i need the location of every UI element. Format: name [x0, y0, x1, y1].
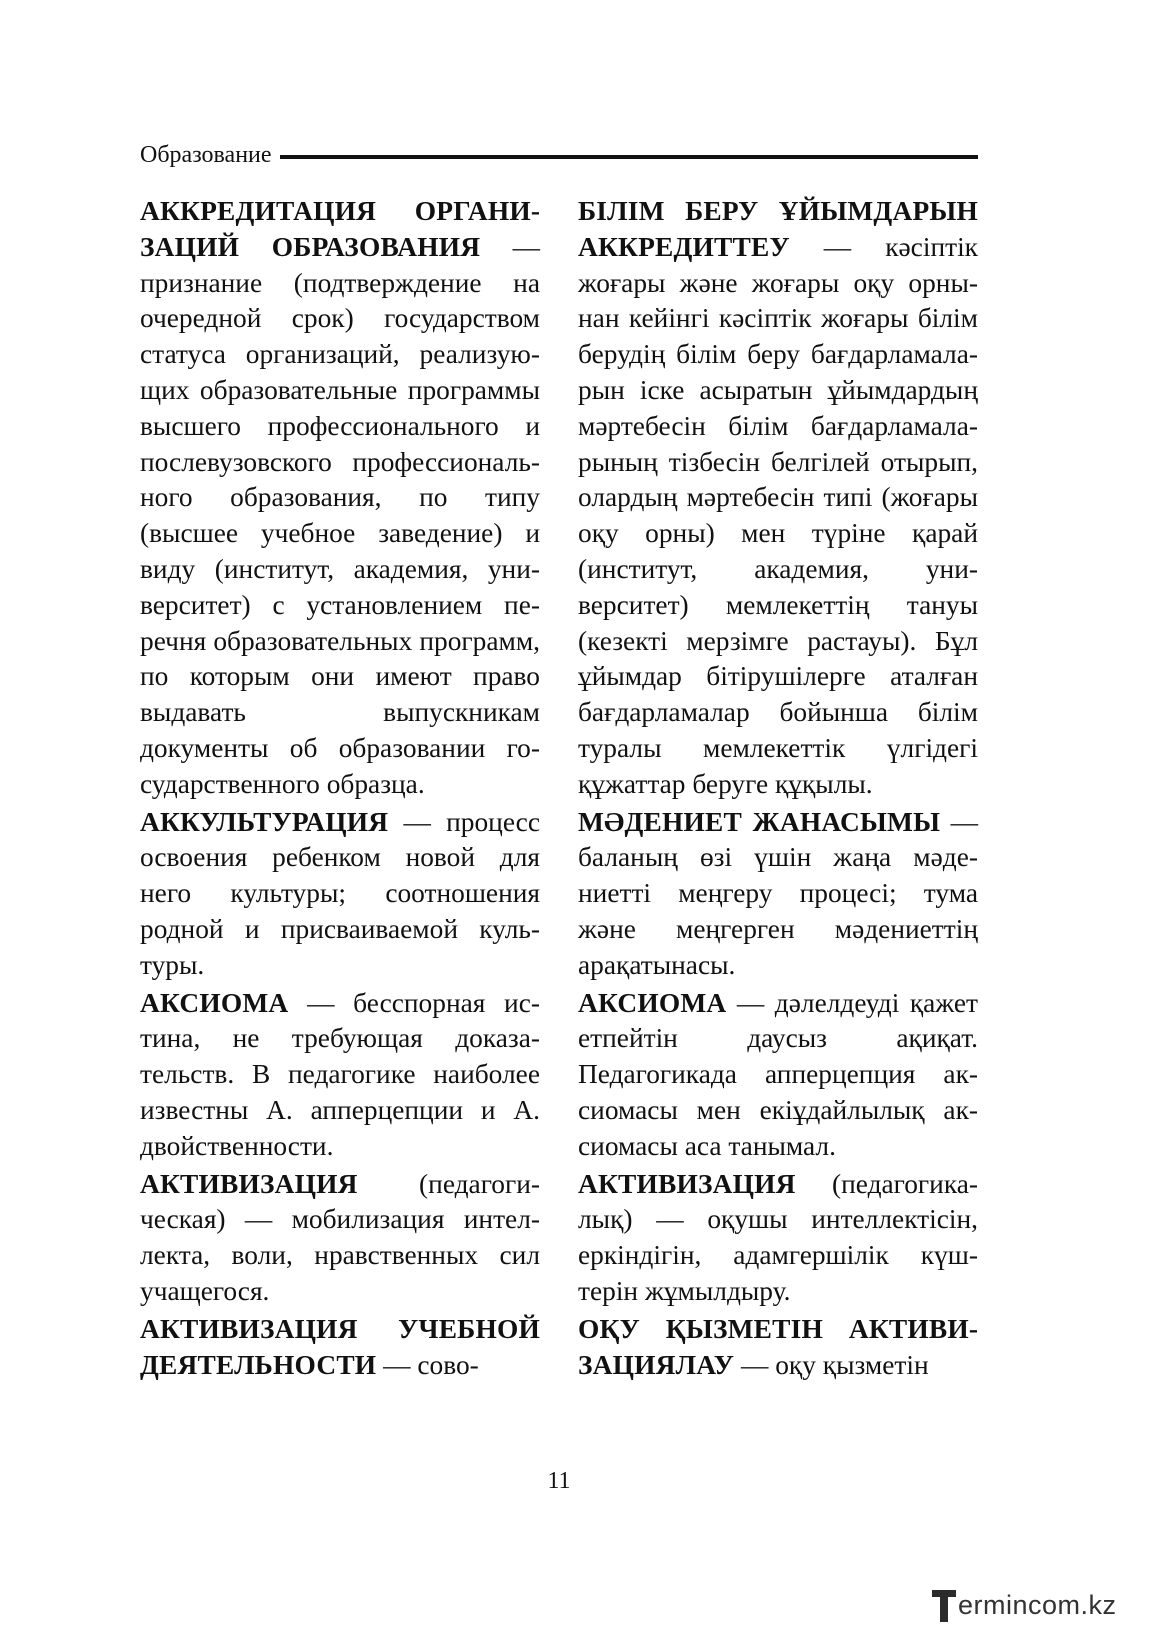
dictionary-entry	[578, 194, 978, 803]
entry-term: ОҚУ ҚЫЗМЕТІН АКТИВИЗАЦИЯЛАУ	[578, 1313, 978, 1380]
entry-term: АККУЛЬТУРАЦИЯ	[140, 806, 389, 837]
entry-definition: (педагогическая) — мобилизация интеллекта, воли, нравственных сил учащегося.	[140, 1168, 540, 1306]
dictionary-entry	[578, 1167, 978, 1310]
entry-definition: — дәлелдеуді қажет етпейтін даусыз ақиқат. Педагогикада апперцепция аксиомасы мен екіұдайлылық аксиомасы аса танымал.	[578, 987, 978, 1161]
entry-definition: — оқу қызметін	[734, 1349, 929, 1380]
page-number: 11	[547, 1468, 571, 1494]
entry-definition: — процесс освоения ребенком новой для него культуры; соотношения родной и присваиваемой культуры.	[140, 806, 540, 980]
dictionary-entry	[140, 986, 540, 1165]
running-header	[140, 143, 978, 167]
entry-definition: (педагогикалық) — оқушы интеллектісін, еркіндігін, адамгершілік күштерін жұмылдыру.	[578, 1168, 978, 1306]
entry-term: МӘДЕНИЕТ ЖАНАСЫМЫ	[578, 806, 941, 837]
watermark-text: ermincom.kz	[958, 1589, 1117, 1620]
dictionary-entry	[578, 1312, 978, 1384]
entry-term: АКСИОМА	[140, 987, 289, 1018]
entry-term: АКТИВИЗАЦИЯ УЧЕБНОЙ ДЕЯТЕЛЬНОСТИ	[140, 1313, 540, 1380]
dictionary-entry	[140, 194, 540, 803]
t-logo-icon	[932, 1588, 956, 1622]
entry-definition: — признание (подтверждение на очередной срок) государством статуса организаций, реализующих образовательные программы высшего профессионального и послевузовского профессионального образования, по типу (высшее учебное заведение) и виду (институт, академия, университет) с установлением перечня образовательных программ, по которым они имеют право выдавать выпускникам документы об образовании государственного образца.	[140, 231, 540, 799]
section-title: Образование	[140, 142, 272, 168]
site-watermark	[932, 1584, 1142, 1626]
left-column	[140, 194, 540, 1385]
header-rule	[280, 155, 978, 159]
dictionary-entry	[578, 986, 978, 1165]
dictionary-entry	[578, 805, 978, 984]
entry-definition: — баланың өзі үшін жаңа мәдениетті меңгеру процесі; тума және меңгерген мәдениеттің арақатынасы.	[578, 806, 978, 980]
entry-definition: — кәсіптік жоғары және жоғары оқу орнынан кейінгі кәсіптік жоғары білім берудің білім беру бағдарламаларын іске асыратын ұйымдардың мәртебесін білім бағдарламаларының тізбесін белгілей отырып, олардың мәртебесін типі (жоғары оқу орны) мен түріне қарай (институт, академия, университет) мемлекеттің тануы (кезекті мерзімге растауы). Бұл ұйымдар бітірушілерге аталған бағдарламалар бойынша білім туралы мемлекеттік үлгідегі құжаттар беруге құқылы.	[578, 231, 978, 799]
entry-term: АКСИОМА	[578, 987, 727, 1018]
dictionary-entry	[140, 1312, 540, 1384]
entry-definition: — сово-	[376, 1349, 479, 1380]
dictionary-entry	[140, 1167, 540, 1310]
entry-definition: — бесспорная истина, не требующая доказательств. В педагогике наиболее известны А. апперцепции и А. двойственности.	[140, 987, 540, 1161]
right-column	[578, 194, 978, 1385]
entry-term: АКТИВИЗАЦИЯ	[578, 1168, 796, 1199]
dictionary-entry	[140, 805, 540, 984]
entry-term: БІЛІМ БЕРУ ҰЙЫМДАРЫН АККРЕДИТТЕУ	[578, 196, 978, 262]
entry-term: АКТИВИЗАЦИЯ	[140, 1168, 358, 1199]
entry-term: АККРЕДИТАЦИЯ ОРГАНИЗАЦИЙ ОБРАЗОВАНИЯ	[140, 196, 540, 262]
